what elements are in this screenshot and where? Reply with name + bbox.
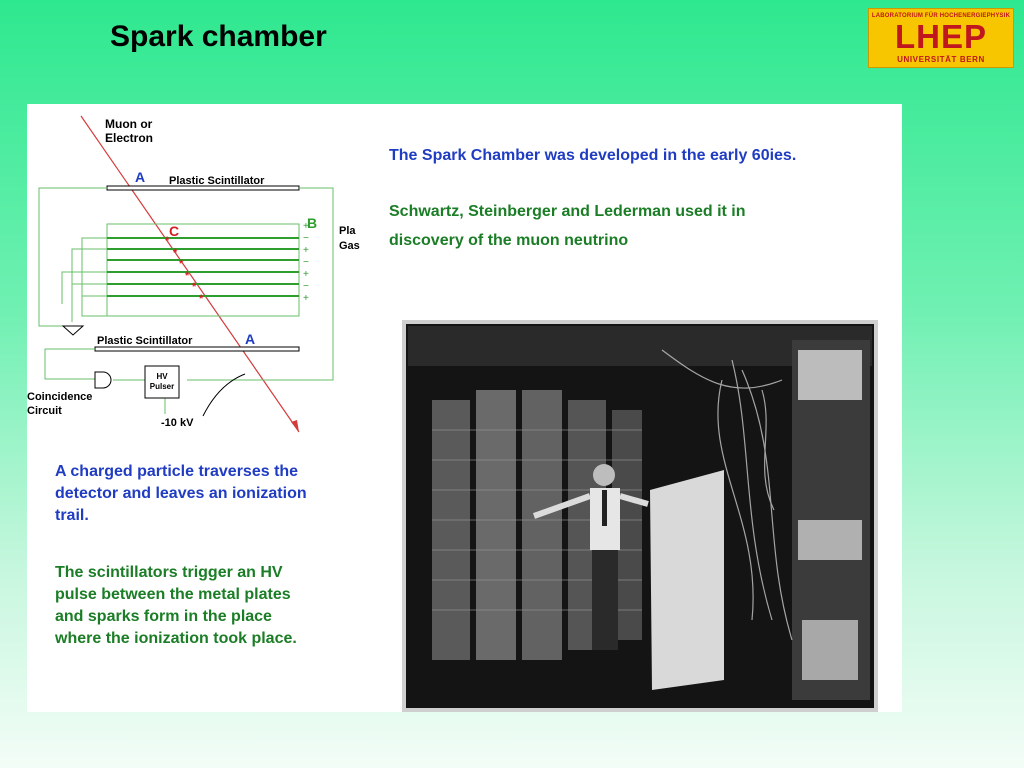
muon-label-line1: Muon or: [105, 117, 153, 131]
charged-text-line3: trail.: [55, 507, 89, 524]
cut-label-line2: Gas: [339, 240, 360, 252]
rack-instrument-2: [798, 520, 862, 560]
coincidence-label-line2: Circuit: [27, 405, 62, 417]
wiring: [39, 188, 333, 414]
coincidence-gate: [95, 372, 111, 388]
hv-pulser-label-line1: HV: [156, 372, 168, 381]
charged-text-line1: A charged particle traverses the: [55, 463, 299, 480]
person-tie: [602, 490, 607, 526]
spark-4: *: [185, 270, 190, 282]
mark-7: +: [303, 293, 309, 304]
lhep-logo: [868, 8, 1014, 68]
scint-text-line2: pulse between the metal plates: [55, 586, 291, 603]
mark-6: −: [303, 281, 309, 292]
label-c: C: [169, 223, 180, 239]
spark-6: *: [199, 293, 204, 305]
mark-5: +: [303, 269, 309, 280]
muon-label-line2: Electron: [105, 131, 154, 145]
track-arrowhead: [291, 420, 299, 432]
mark-2: −: [303, 233, 309, 244]
wire-plates-b: [72, 249, 107, 322]
rack-instrument-1: [798, 350, 862, 400]
ground-symbol: [63, 326, 83, 335]
chamber-module-1: [432, 400, 470, 660]
discovery-text-line2: discovery of the muon neutrino: [389, 232, 629, 249]
spark-chamber-diagram: [27, 104, 377, 444]
person-legs: [592, 550, 618, 650]
logo-main-text: LHEP: [894, 18, 987, 55]
mark-3: +: [303, 245, 309, 256]
spark-2: *: [173, 247, 178, 259]
cut-label-line1: Pla: [339, 225, 356, 237]
mark-1: +: [303, 221, 309, 232]
wire-top-loop: [39, 188, 107, 326]
wire-plates-c: [62, 272, 107, 304]
person-head: [593, 464, 615, 486]
label-a-bottom: A: [245, 331, 256, 347]
label-b: B: [307, 215, 318, 231]
logo-bottom-text: UNIVERSITÄT BERN: [897, 55, 985, 64]
hv-pulser-label-line2: Pulser: [149, 382, 175, 391]
rack-instrument-3: [802, 620, 858, 680]
scint-text-line3: and sparks form in the place: [55, 608, 272, 625]
wire-plates-a: [82, 238, 107, 316]
bottom-scintillator: [95, 347, 299, 351]
logo-top-text: LABORATORIUM FÜR HOCHENERGIEPHYSIK: [871, 13, 1011, 19]
content-panel: [27, 104, 902, 712]
mark-4: −: [303, 257, 309, 268]
scint-text-line4: where the ionization took place.: [55, 630, 297, 647]
slide-title: Spark chamber: [110, 20, 327, 53]
label-a-top: A: [135, 169, 146, 185]
voltage-label: -10 kV: [161, 417, 194, 429]
wire-bottom: [45, 349, 95, 379]
charged-text-line2: detector and leaves an ionization: [55, 485, 307, 502]
discovery-text-line1: Schwartz, Steinberger and Lederman used it in: [389, 203, 746, 220]
spark-chamber-photo: [402, 320, 878, 712]
spark-1: *: [165, 235, 170, 247]
developed-text: The Spark Chamber was developed in the early 60ies.: [389, 147, 797, 164]
foreground-panel: [650, 470, 724, 690]
coincidence-label-line1: Coincidence: [27, 391, 93, 403]
spark-5: *: [192, 281, 197, 293]
particle-track: [81, 116, 299, 432]
metal-plates: [107, 238, 299, 296]
plastic-scintillator-top-label: Plastic Scintillator: [169, 175, 265, 187]
spark-3: *: [179, 258, 184, 270]
scint-text-line1: The scintillators trigger an HV: [55, 564, 283, 581]
plastic-scintillator-bottom-label: Plastic Scintillator: [97, 335, 193, 347]
polarity-marks: [303, 221, 309, 304]
